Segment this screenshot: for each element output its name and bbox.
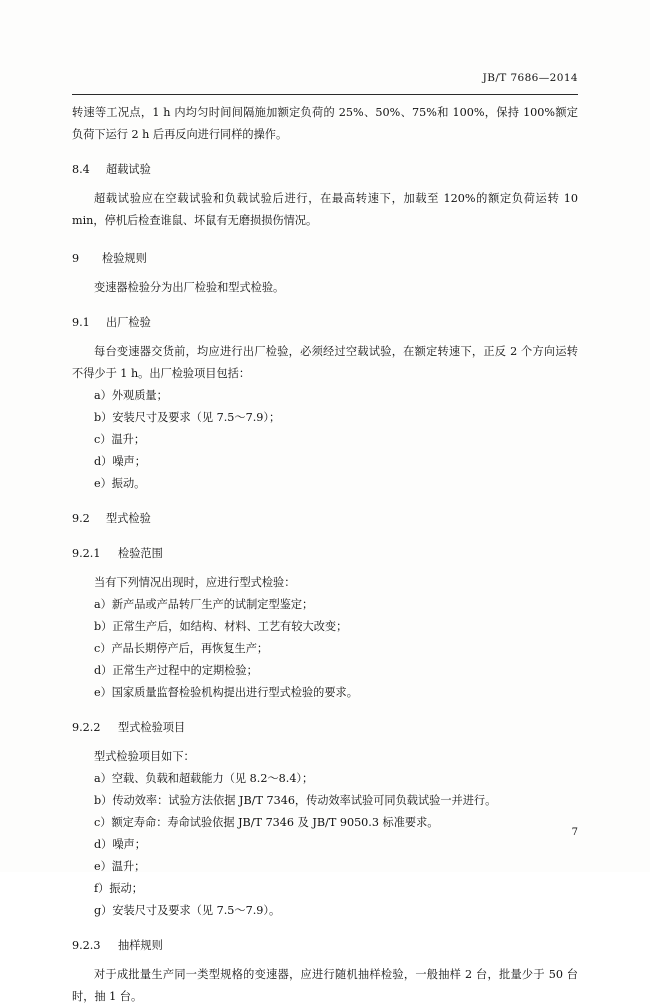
list-item: e）温升； (94, 860, 146, 873)
page-header (0, 72, 650, 84)
section-title: 抽样规则 (118, 939, 163, 952)
section-number: 9.1 (72, 316, 90, 329)
section-number: 9.2.3 (72, 939, 101, 952)
list-item: a）空载、负载和超载能力（见 8.2～8.4）； (94, 772, 314, 785)
list-item: c）温升； (94, 433, 146, 446)
section-heading-9-2-1 (72, 543, 578, 565)
list-item: d）正常生产过程中的定期检验； (94, 664, 258, 677)
header-divider (72, 94, 578, 95)
list-item: b）安装尺寸及要求（见 7.5～7.9）； (94, 411, 281, 424)
page-content (72, 102, 578, 1008)
section-title: 型式检验项目 (118, 721, 186, 734)
section-9-2-3-paragraph: 对于成批量生产同一类型规格的变速器，应进行随机抽样检验，一般抽样 2 台，批量少于 50 台时，抽 1 台。 (72, 968, 578, 1003)
standard-code: JB/T 7686—2014 (482, 72, 578, 84)
section-heading-9 (72, 248, 578, 270)
section-title: 检验范围 (118, 547, 163, 560)
continued-paragraph: 转速等工况点，1 h 内均匀时间间隔施加额定负荷的 25%、50%、75%和 100%，保持 100%额定负荷下运行 2 h 后再反向进行同样的操作。 (72, 106, 578, 141)
list-item: d）噪声； (94, 455, 146, 468)
section-number: 9 (72, 252, 80, 265)
section-title: 出厂检验 (106, 316, 151, 329)
list-item: c）产品长期停产后，再恢复生产； (94, 642, 269, 655)
list-item: f）振动； (94, 882, 143, 895)
section-heading-9-1 (72, 312, 578, 334)
list-item: d）噪声； (94, 838, 146, 851)
section-number: 9.2 (72, 512, 90, 525)
section-heading-9-2-2 (72, 717, 578, 739)
section-9-paragraph: 变速器检验分为出厂检验和型式检验。 (94, 281, 285, 294)
section-number: 9.2.1 (72, 547, 101, 560)
list-item: b）传动效率：试验方法依据 JB/T 7346，传动效率试验可同负载试验一并进行。 (94, 794, 497, 807)
section-9-1-paragraph: 每台变速器交货前，均应进行出厂检验，必须经过空载试验，在额定转速下，正反 2 个方向运转不得少于 1 h。出厂检验项目包括： (72, 345, 578, 380)
section-heading-9-2-3 (72, 935, 578, 957)
list-item: e）国家质量监督检验机构提出进行型式检验的要求。 (94, 686, 358, 699)
list-item: g）安装尺寸及要求（见 7.5～7.9）。 (94, 904, 281, 917)
section-heading-9-2 (72, 508, 578, 530)
section-9-2-2-paragraph: 型式检验项目如下： (94, 750, 195, 763)
section-title: 超载试验 (106, 163, 151, 176)
section-8-4-paragraph: 超载试验应在空载试验和负载试验后进行，在最高转速下，加载至 120%的额定负荷运转 10 min，停机后检查谁鼠、坏鼠有无磨损损伤情况。 (72, 192, 578, 227)
section-title: 型式检验 (106, 512, 151, 525)
list-item: b）正常生产后，如结构、材料、工艺有较大改变； (94, 620, 348, 633)
list-item: c）额定寿命：寿命试验依据 JB/T 7346 及 JB/T 9050.3 标准要求。 (94, 816, 439, 829)
section-9-2-1-paragraph: 当有下列情况出现时，应进行型式检验： (94, 576, 296, 589)
list-item: a）外观质量； (94, 389, 168, 402)
section-number: 9.2.2 (72, 721, 101, 734)
list-item: a）新产品或产品转厂生产的试制定型鉴定； (94, 598, 314, 611)
section-title: 检验规则 (102, 252, 147, 265)
page-number: 7 (571, 827, 578, 838)
list-item: e）振动。 (94, 477, 146, 490)
section-number: 8.4 (72, 163, 90, 176)
section-heading-8-4 (72, 159, 578, 181)
